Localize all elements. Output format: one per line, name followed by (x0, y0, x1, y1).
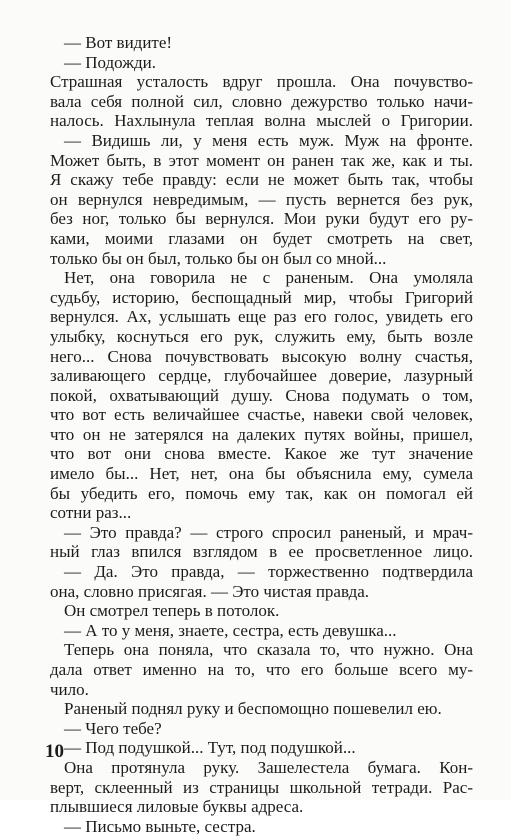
text-line: — Вот видите! (64, 33, 173, 52)
text-line: сотни раз... (50, 503, 132, 523)
text-line: Раненый поднял руку и беспомощно пошевелил ею. (64, 699, 442, 719)
text-line: — Под подушкой... Тут, под подушкой... (64, 738, 356, 758)
text-line: судьбу, историю, беспощадный мир, чтобы Григорий (50, 287, 473, 307)
page-number: 10 (45, 741, 64, 762)
text-line: — Это правда? — строго спросил раненый, и мрач- (64, 522, 473, 542)
text-line: что вот есть величайшее счастье, навеки свой человек, (50, 405, 473, 425)
text-line: Она протянула руку. Зашелестела бумага. Кон- (64, 757, 473, 777)
text-line: только бы он был, только бы он был со мной... (50, 248, 387, 268)
text-line: Он смотрел теперь в потолок. (64, 601, 280, 621)
text-line: заливающего сердце, глубочайшее доверие, лазурный (50, 366, 473, 386)
text-line: — Чего тебе? (64, 718, 162, 738)
text-line: что он не затерялся на далеких путях войны, пришел, (50, 424, 473, 444)
text-line: покой, охватывающий душу. Снова подумать о том, (50, 385, 473, 405)
text-line: плывшиеся лиловые буквы адреса. (50, 797, 304, 817)
text-line: чило. (50, 679, 89, 699)
text-line: что вот они снова вместе. Какое же тут значение (50, 444, 473, 464)
text-line: налось. Нахлынула теплая волна мыслей о Григории. (50, 111, 473, 131)
text-line: без ног, только бы вернулся. Мои руки будут его ру- (50, 209, 473, 229)
text-line: имело бы... Нет, нет, она бы объяснила ему, сумела (50, 464, 473, 484)
text-line: бы убедить его, помочь ему так, как он помогал ей (50, 483, 473, 503)
text-line: Может быть, в этот момент он ранен так же, как и ты. (50, 150, 473, 170)
text-line: него... Снова почувствовать высокую волну счастья, (50, 346, 473, 366)
text-line: — Подожди. (64, 52, 157, 72)
text-line: вернулся. Ах, услышать еще раз его голос, увидеть его (50, 307, 473, 327)
text-line: ками, моими глазами он будет смотреть на свет, (50, 228, 473, 248)
text-line: Я скажу тебе правду: если не может быть так, чтобы (50, 170, 473, 190)
text-line: — Да. Это правда, — торжественно подтвердила (64, 562, 473, 582)
text-line: — Видишь ли, у меня есть муж. Муж на фронте. (64, 130, 473, 150)
text-line: ный глаз впился взглядом в ее просветленное лицо. (50, 542, 473, 562)
text-line: Страшная усталость вдруг прошла. Она почувство- (50, 72, 473, 92)
text-line: Нет, она говорила не с раненым. Она умоляла (64, 268, 473, 288)
text-line: он вернулся невредимым, — пусть вернется без рук, (50, 189, 473, 209)
text-line: — А то у меня, знаете, сестра, есть девушка... (64, 620, 397, 640)
text-line: Теперь она поняла, что сказала то, что нужно. Она (64, 640, 473, 660)
text-line: верт, склеенный из страницы школьной тетради. Рас- (50, 777, 473, 797)
text-line: она, словно присягая. — Это чистая правда. (50, 581, 370, 601)
text-line: — Письмо выньте, сестра. (64, 816, 256, 836)
text-line: вала себя полной сил, словно дежурство только начи- (50, 91, 473, 111)
text-line: дала ответ именно на то, что его больше всего му- (50, 660, 473, 679)
text-line: улыбку, коснуться его рук, служить ему, быть возле (50, 326, 473, 346)
